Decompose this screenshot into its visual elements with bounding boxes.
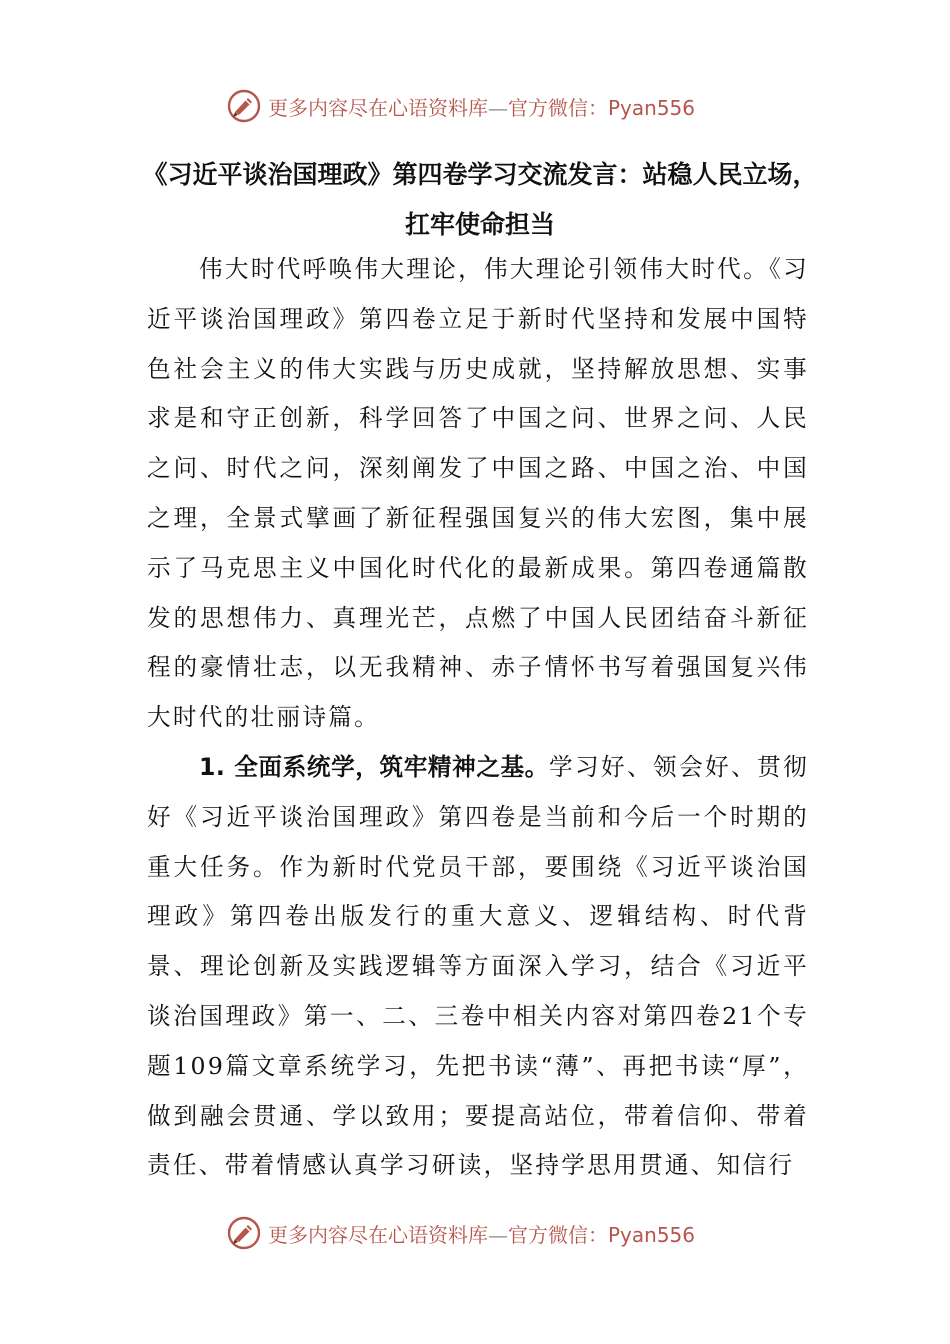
section-heading-1: 1. 全面系统学，筑牢精神之基。 xyxy=(199,753,549,781)
footer-watermark-banner xyxy=(0,1207,950,1255)
banner-wechat-text: 官方微信：Pyan556 xyxy=(508,1222,696,1247)
paragraph-1-text: 伟大时代呼唤伟大理论，伟大理论引领伟大时代。《习近平谈治国理政》第四卷立足于新时代坚持和发展中国特色社会主义的伟大实践与历史成就，坚持解放思想、实事求是和守正创新，科学回答了中国之问、世界之问、人民之问、时代之问，深刻阐发了中国之路、中国之治、中国之理，全景式擘画了新征程强国复兴的伟大宏图，集中展示了马克思主义中国化时代化的最新成果。第四卷通篇散发的思想伟力、真理光芒，点燃了中国人民团结奋斗新征程的豪情壮志，以无我精神、赤子情怀书写着强国复兴伟大时代的壮丽诗篇。 xyxy=(147,255,809,732)
banner-separator: — xyxy=(488,95,508,120)
pen-logo-icon xyxy=(226,1215,262,1251)
banner-site-text: 更多内容尽在心语资料库 xyxy=(268,1222,488,1247)
body-paragraph-2 xyxy=(147,743,809,1191)
paragraph-2-text: 学习好、领会好、贯彻好《习近平谈治国理政》第四卷是当前和今后一个时期的重大任务。作为新时代党员干部，要围绕《习近平谈治国理政》第四卷出版发行的重大意义、逻辑结构、时代背景、理论创新及实践逻辑等方面深入学习，结合《习近平谈治国理政》第一、二、三卷中相关内容对第四卷21个专题109篇文章系统学习，先把书读“薄”、再把书读“厚”，做到融会贯通、学以致用；要提高站位，带着信仰、带着责任、带着情感认真学习研读，坚持学思用贯通、知信行 xyxy=(147,753,810,1180)
header-watermark-banner xyxy=(0,80,950,128)
body-paragraph-1 xyxy=(147,245,809,743)
banner-wechat-text: 官方微信：Pyan556 xyxy=(508,95,696,120)
document-title: 《习近平谈治国理政》第四卷学习交流发言：站稳人民立场，扛牢使命担当 xyxy=(142,160,818,239)
banner-site-text: 更多内容尽在心语资料库 xyxy=(268,95,488,120)
banner-separator: — xyxy=(488,1222,508,1247)
pen-logo-icon xyxy=(226,88,262,124)
